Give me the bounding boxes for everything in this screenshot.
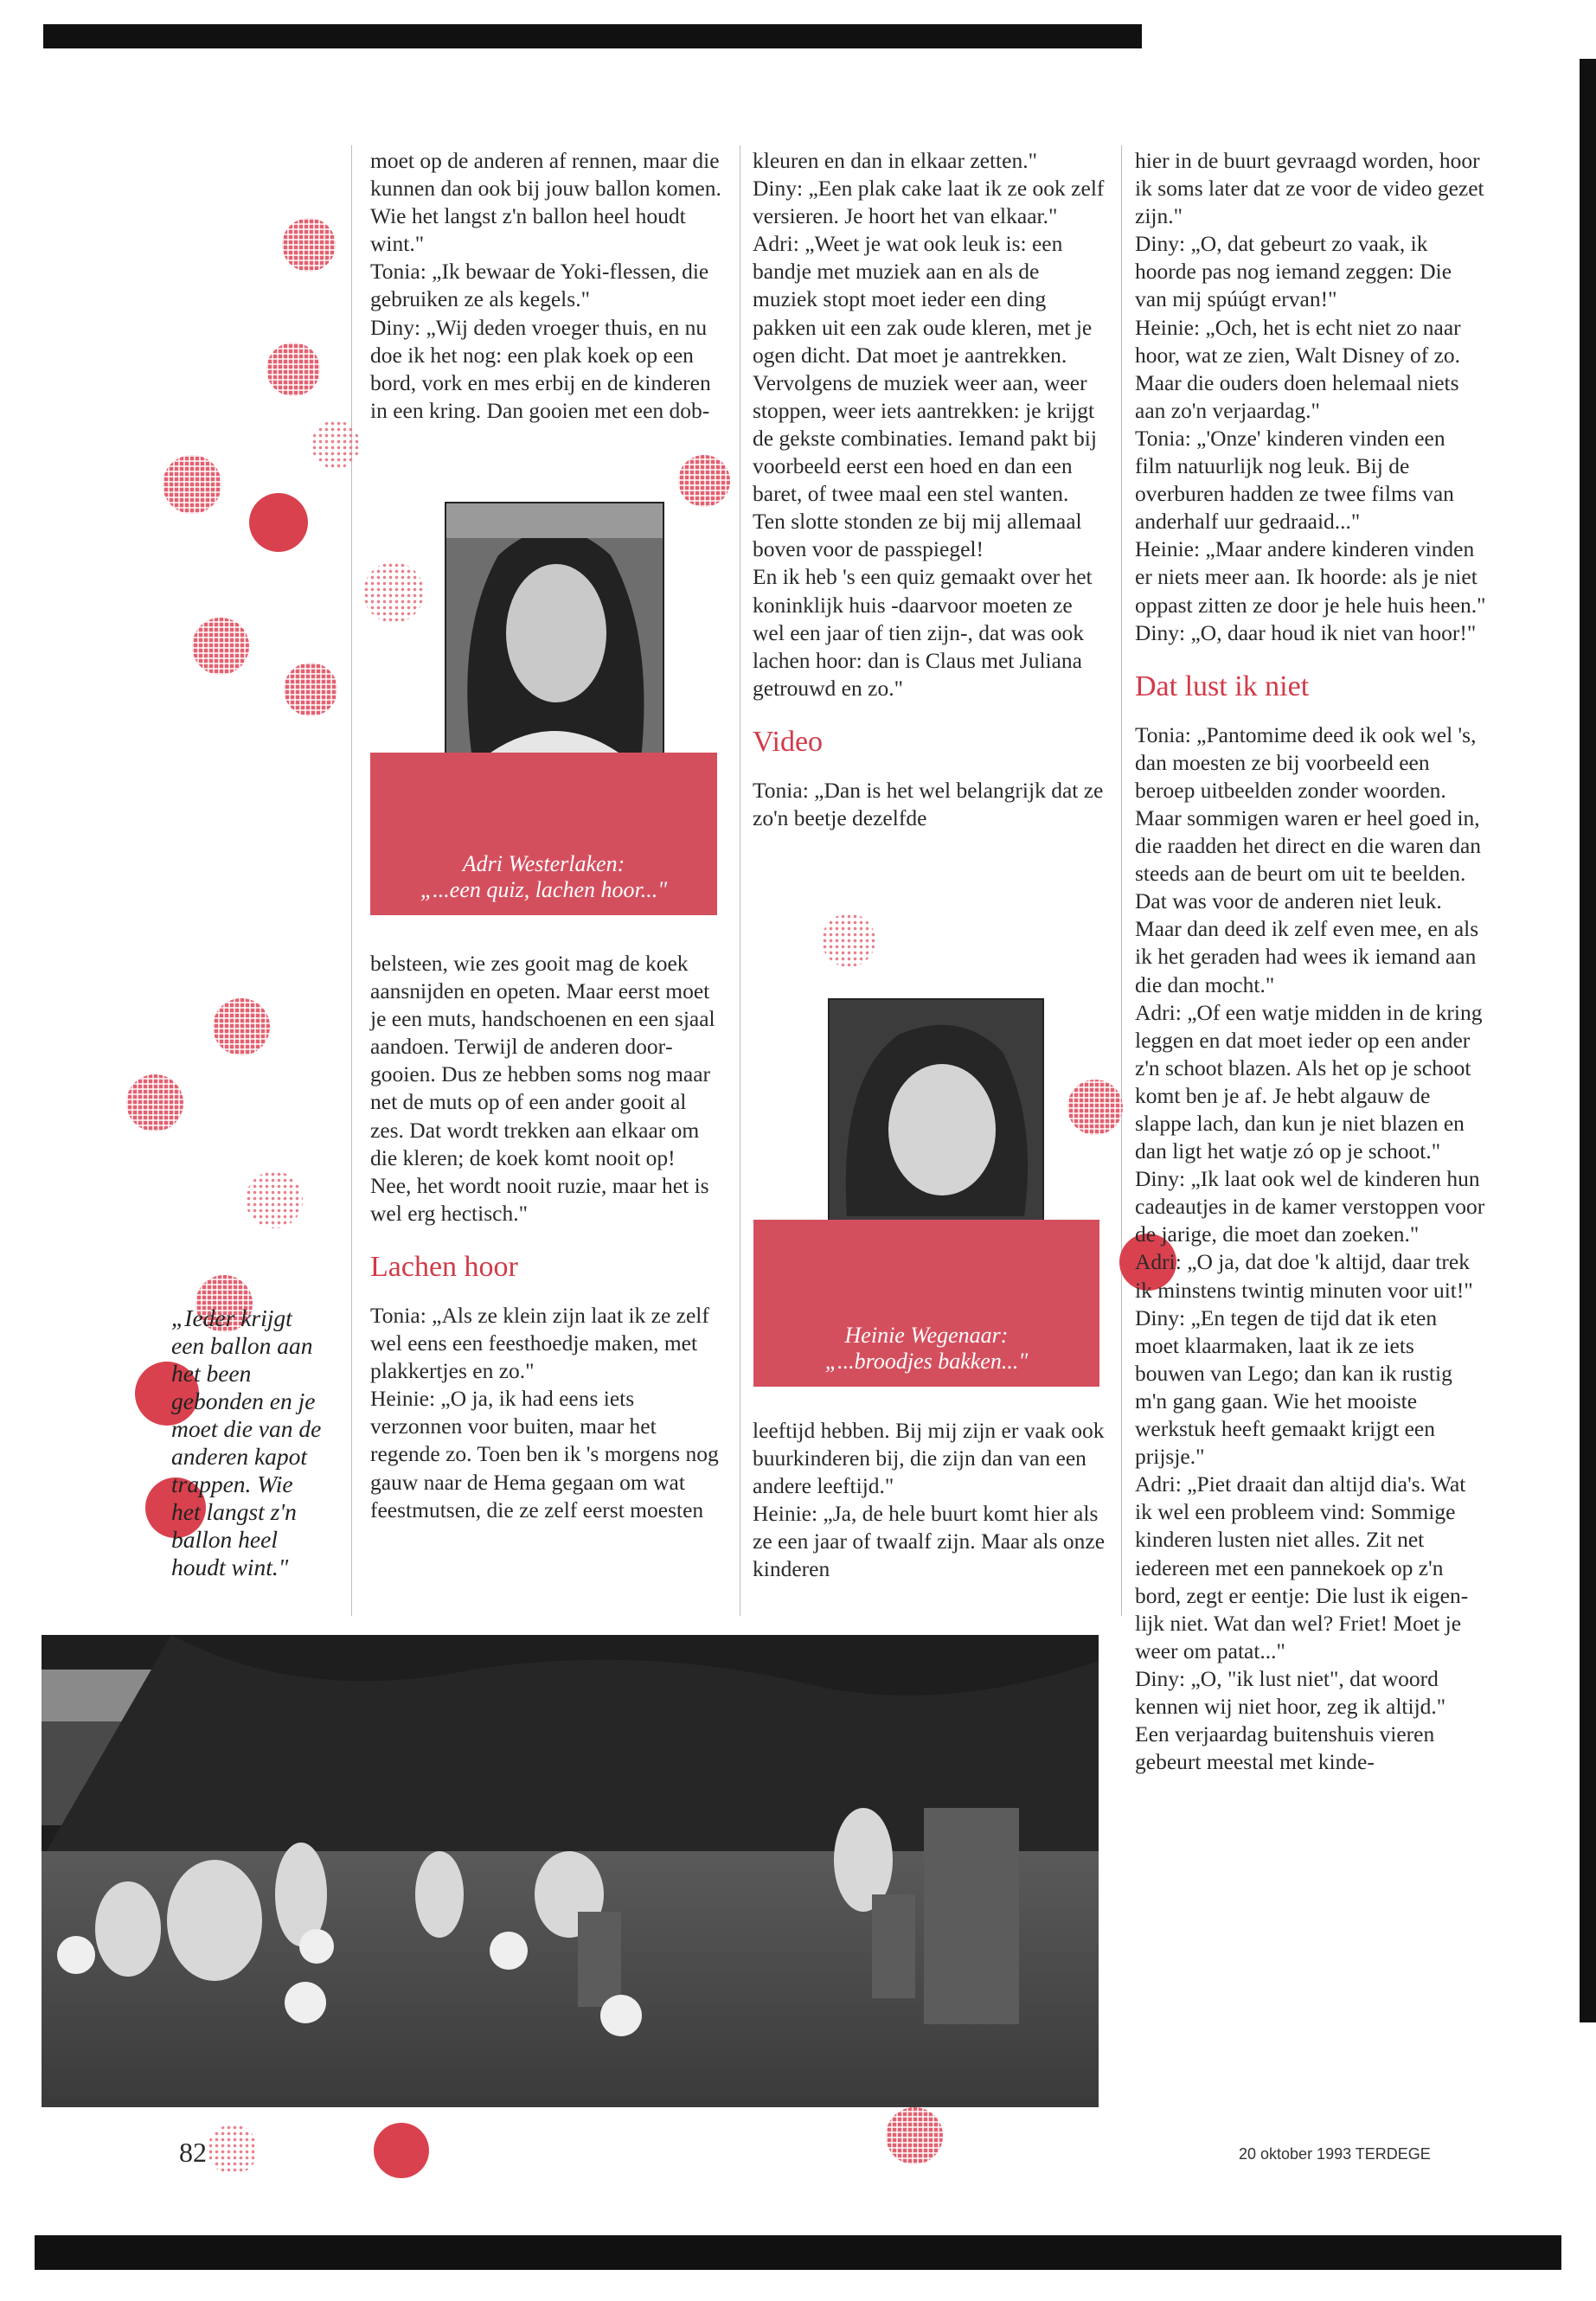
balloon-decoration [282, 218, 336, 272]
balloon-decoration [886, 2107, 943, 2164]
paragraph: Tonia: „Als ze klein zijn laat ik ze zelf wel eens een feesthoedje maken, met plakkertjes en zo." [370, 1302, 709, 1384]
paragraph: Diny: „Ik laat ook wel de kinderen hun cadeautjes in de kamer verstoppen voor de jarige, die moet dan zoeken." [1135, 1166, 1485, 1247]
balloon-decoration [374, 2123, 429, 2178]
paragraph: Tonia: „Ik bewaar de Yoki-flessen, die gebruiken ze als kegels." [370, 259, 709, 312]
paragraph: Adri: „Weet je wat ook leuk is: een bandje met muziek aan en als de muziek stopt moet ieder een ding pakken uit een zak oude kleren, met je ogen dicht. Dat moet je aantrekken. Vervolgens de muziek weer aan, weer stoppen, weer iets aantrekken: je krijgt de gekste combinaties. Iemand pakt bij voorbeeld eerst een hoed en dan een baret, of twee maal een stel wanten. Ten slotte stonden ze bij mij allemaal boven voor de passpiegel! [753, 231, 1097, 562]
portrait-image [446, 503, 663, 760]
section-heading-video: Video [753, 725, 824, 758]
balloon-decoration [284, 663, 337, 716]
paragraph: Diny: „Een plak cake laat ik ze ook zelf versieren. Je hoort het van elkaar." [753, 176, 1105, 229]
balloon-decoration [266, 343, 320, 396]
article-column-2-bottom [753, 1417, 1106, 1584]
children-playing-photo [42, 1635, 1099, 2107]
portrait-photo-heinie [828, 998, 1044, 1258]
paragraph: Diny: „Wij deden vroeger thuis, en nu doe ik het nog: een plak koek op een bord, vork en mes erbij en de kinderen in een kring. Dan gooien met een dob- [370, 314, 711, 423]
paragraph: kleuren en dan in elkaar zetten." [753, 148, 1037, 173]
paragraph: Heinie: „Och, het is echt niet zo naar hoor, wat ze zien, Walt Disney of zo. Maar die ouders doen helemaal niets aan zo'n verjaardag." [1135, 314, 1461, 423]
article-column-3 [1135, 147, 1486, 1776]
paragraph: moet op de anderen af rennen, maar die kunnen dan ook bij jouw ballon komen. Wie het langst z'n ballon heel houdt wint." [370, 148, 721, 257]
paragraph: Heinie: „Ja, de hele buurt komt hier als ze een jaar of twaalf zijn. Maar als onze kinderen [753, 1501, 1106, 1582]
paragraph: Tonia: „Dan is het wel belangrijk dat ze zo'n beetje dezelfde [753, 777, 1104, 830]
section-heading-dat-lust-ik-niet: Dat lust ik niet [1135, 670, 1310, 702]
right-border-bar [1580, 59, 1596, 2022]
balloon-decoration [1067, 1080, 1123, 1135]
caption-quote: „...een quiz, lachen hoor..." [420, 877, 668, 902]
balloon-decoration [363, 562, 424, 623]
balloon-decoration [213, 998, 270, 1055]
balloon-decoration [249, 493, 308, 552]
balloon-decoration [822, 913, 875, 967]
photo-caption-heinie [753, 1220, 1099, 1387]
children-playing-image [42, 1635, 1099, 2107]
balloon-decoration [192, 618, 249, 675]
balloon-decoration [311, 420, 360, 469]
paragraph: En ik heb 's een quiz gemaakt over het koninklijk huis -daarvoor moeten ze wel een jaar of tien zijn-, dat was ook lachen hoor: dan is Claus met Juliana getrouwd en zo." [753, 564, 1093, 701]
balloon-decoration [678, 455, 730, 507]
portrait-photo-adri [445, 502, 664, 761]
paragraph: Adri: „Of een watje midden in de kring leggen en dat moet ieder op een ander z'n schoot blazen. Als het op je schoot komt ben je af. Je hebt algauw de slappe lach, dan kun je niet blazen en dan ligt het watje zó op je schoot." [1135, 999, 1483, 1164]
balloon-decoration [246, 1171, 303, 1228]
paragraph: Diny: „En tegen de tijd dat ik eten moet klaarmaken, laat ik ze iets bouwen van Lego; dan kan ik rustig m'n gang gaan. Wie het mooiste werkstuk heeft gemaakt krijgt een prijsje." [1135, 1304, 1452, 1470]
caption-name: Heinie Wegenaar: [844, 1323, 1009, 1348]
paragraph: Adri: „O ja, dat doe 'k altijd, daar trek ik minstens twintig minuten voor uit!" [1135, 1249, 1473, 1303]
article-column-2-top [753, 147, 1106, 832]
paragraph: Diny: „O, daar houd ik niet van hoor!" [1135, 619, 1477, 645]
paragraph: Heinie: „Maar andere kinderen vinden er niets meer aan. Ik hoorde: als je niet oppast zitten ze door je hele huis heen." [1135, 536, 1486, 618]
issue-date-footer: 20 oktober 1993 TERDEGE [1239, 2145, 1431, 2163]
article-column-1-bottom [370, 950, 721, 1524]
bottom-border-bar [35, 2235, 1561, 2270]
balloon-decoration [163, 455, 221, 514]
column-rule [351, 145, 352, 1616]
balloon-decoration [126, 1074, 183, 1131]
paragraph: Diny: „O, dat gebeurt zo vaak, ik hoorde pas nog iemand zeggen: Die van mij spúúgt ervan!" [1135, 231, 1452, 312]
article-column-1-top [370, 147, 721, 425]
balloon-decoration [208, 2125, 258, 2175]
paragraph: leeftijd hebben. Bij mij zijn er vaak ook buurkinderen bij, die zijn dan van een andere leeftijd." [753, 1418, 1105, 1499]
paragraph: Tonia: „Pantomime deed ik ook wel 's, dan moesten ze bij voorbeeld een beroep uitbeelden zonder woorden. Maar sommigen waren er heel goed in, die raadden het direct en die waren dan steeds aan de beurt om uit te beelden. Dat was voor de anderen niet leuk. Maar dan deed ik zelf even mee, en als ik het geraden had wees ik iemand aan die dan mocht." [1135, 721, 1482, 997]
portrait-image [830, 1000, 1042, 1256]
caption-quote: „...broodjes bakken..." [824, 1349, 1029, 1374]
top-border-bar [43, 24, 1142, 48]
paragraph: Heinie: „O ja, ik had eens iets verzonnen voor buiten, maar het regende zo. Toen ben ik 's morgens nog gauw naar de Hema gegaan om wat feestmutsen, die ze zelf eerst moesten [370, 1386, 719, 1522]
paragraph: Adri: „Piet draait dan altijd dia's. Wat ik wel een probleem vind: Sommige kinderen lusten niet alles. Zit net iedereen met een pannekoek op z'n bord, zegt er eentje: Die lust ik eigenlijk niet. Wat dan wel? Friet! Moet je weer om patat..." [1135, 1471, 1469, 1663]
paragraph: Diny: „O, "ik lust niet", dat woord kennen wij niet hoor, zeg ik altijd." [1135, 1665, 1446, 1719]
page-number: 82 [179, 2137, 207, 2168]
pull-quote: „Ieder krijgt een ballon aan het been gebonden en je moet die van de anderen kapot trappen. Wie het langst z'n ballon heel houdt wint." [171, 1304, 322, 1580]
paragraph: Een verjaardag buitenshuis vieren gebeurt meestal met kinde- [1135, 1721, 1435, 1775]
section-heading-lachen-hoor: Lachen hoor [370, 1250, 518, 1283]
caption-name: Adri Westerlaken: [462, 851, 625, 876]
column-rule [1121, 145, 1122, 1616]
photo-caption-adri [370, 753, 717, 915]
paragraph: hier in de buurt gevraagd worden, hoor ik soms later dat ze voor de video gezet zijn." [1135, 148, 1484, 229]
paragraph: Tonia: „'Onze' kinderen vinden een film natuurlijk nog leuk. Bij de overburen hadden ze twee films van anderhalf uur gedraaid..." [1135, 425, 1454, 535]
paragraph: belsteen, wie zes gooit mag de koek aansnijden en opeten. Maar eerst moet je een muts, handschoenen en een sjaal aandoen. Terwijl de anderen doorgooien. Dus ze hebben soms nog maar net de muts op of een ander gooit al zes. Dat wordt trekken aan elkaar om die kleren; de koek komt nooit op! Nee, het wordt nooit ruzie, maar het is wel erg hectisch." [370, 951, 715, 1226]
